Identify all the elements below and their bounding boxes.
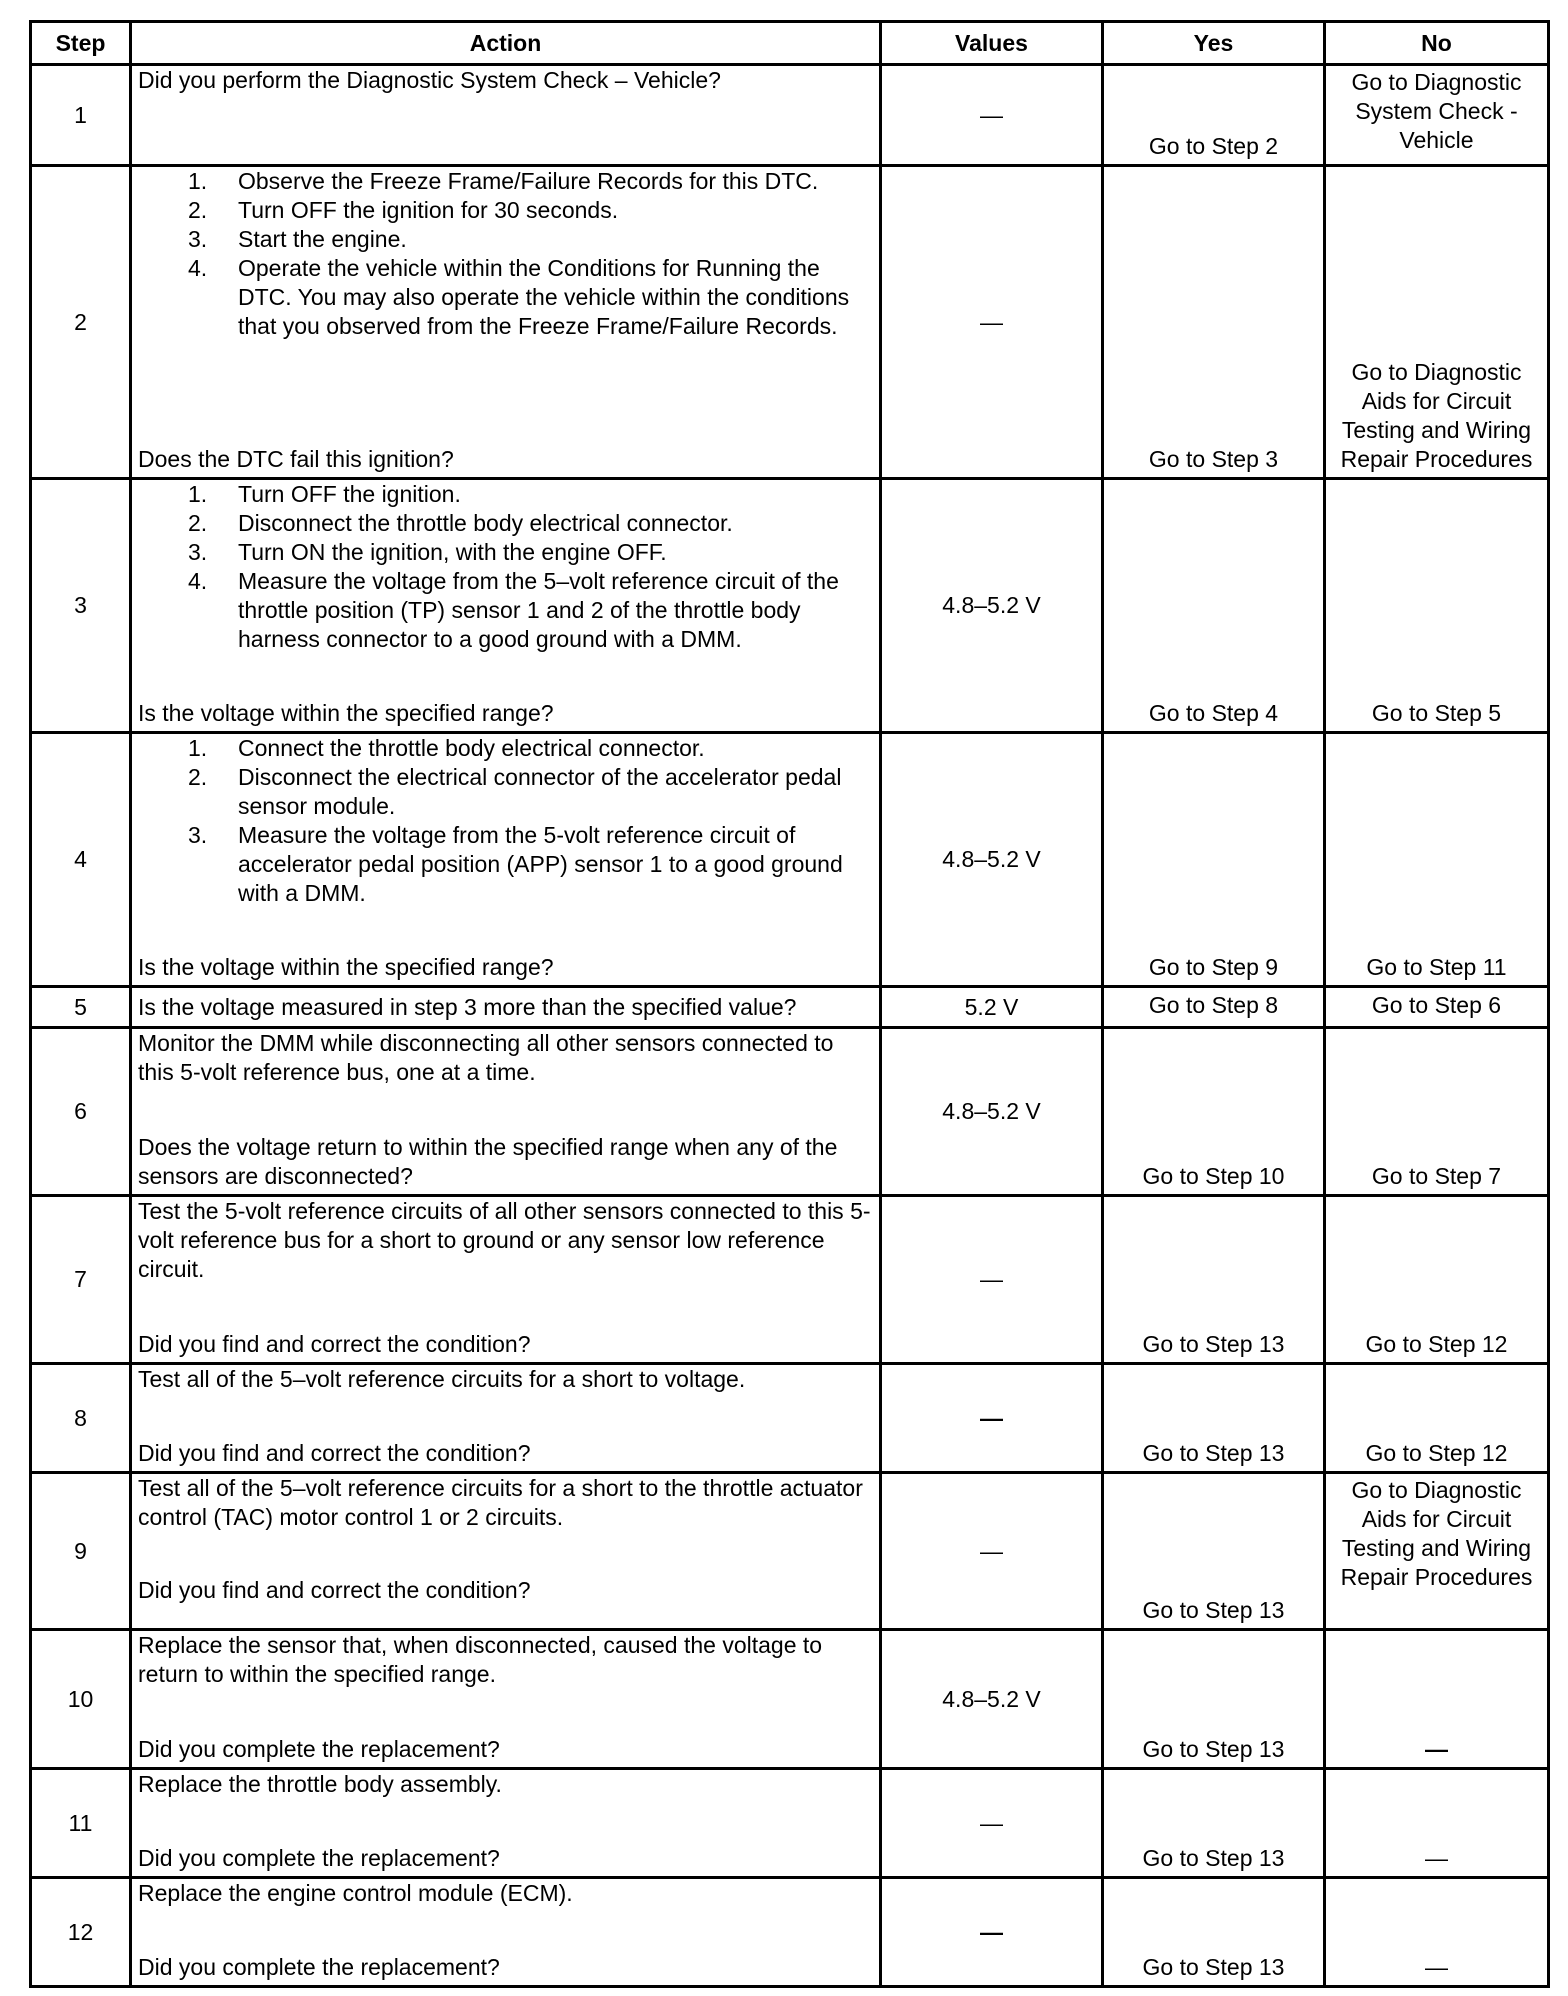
diagnostic-table	[29, 20, 1550, 1988]
table-row	[31, 1630, 1549, 1769]
table-row	[31, 1769, 1549, 1878]
values-cell: 4.8–5.2 V	[881, 733, 1103, 987]
action-text: Did you perform the Diagnostic System Check – Vehicle?	[138, 67, 721, 93]
values-cell: 5.2 V	[881, 987, 1103, 1028]
action-cell	[131, 987, 881, 1028]
action-text: Test all of the 5–volt reference circuits for a short to the throttle actuator control (TAC) motor control 1 or 2 circuits.	[138, 1475, 863, 1530]
table-row	[31, 1196, 1549, 1364]
no-cell: —	[1325, 1769, 1549, 1878]
no-cell: Go to Step 6	[1325, 987, 1549, 1028]
action-question: Is the voltage within the specified range?	[138, 700, 554, 726]
table-row	[31, 1028, 1549, 1196]
action-text: Test all of the 5–volt reference circuits for a short to voltage.	[138, 1366, 746, 1392]
action-question: Did you complete the replacement?	[138, 1845, 500, 1871]
action-step: 3. Measure the voltage from the 5-volt reference circuit of accelerator pedal position (APP) sensor 1 to a good ground with a DMM.	[188, 822, 843, 906]
step-number: 12	[31, 1878, 131, 1987]
yes-cell: Go to Step 10	[1103, 1028, 1325, 1196]
table-row	[31, 1878, 1549, 1987]
header-yes: Yes	[1103, 22, 1325, 65]
action-steps	[138, 480, 873, 654]
action-cell	[131, 1364, 881, 1473]
no-cell: Go to Step 11	[1325, 733, 1549, 987]
action-step: 1. Observe the Freeze Frame/Failure Records for this DTC.	[188, 168, 819, 194]
step-number: 6	[31, 1028, 131, 1196]
step-number: 11	[31, 1769, 131, 1878]
action-cell	[131, 166, 881, 479]
step-number: 2	[31, 166, 131, 479]
no-cell: Go to Step 12	[1325, 1364, 1549, 1473]
step-number: 1	[31, 65, 131, 166]
action-text: Is the voltage measured in step 3 more than the specified value?	[138, 993, 797, 1020]
step-number: 9	[31, 1473, 131, 1630]
yes-cell: Go to Step 13	[1103, 1878, 1325, 1987]
action-step: 4. Operate the vehicle within the Conditions for Running the DTC. You may also operate the vehicle within the conditions that you observed from the Freeze Frame/Failure Records.	[188, 255, 850, 339]
step-index: 4.	[188, 568, 208, 594]
header-step: Step	[31, 22, 131, 65]
yes-cell: Go to Step 4	[1103, 479, 1325, 733]
step-index: 2.	[188, 764, 208, 790]
yes-cell: Go to Step 8	[1103, 987, 1325, 1028]
action-text: Monitor the DMM while disconnecting all other sensors connected to this 5-volt reference bus, one at a time.	[138, 1030, 834, 1085]
table-row	[31, 166, 1549, 479]
table-row	[31, 733, 1549, 987]
action-question: Does the voltage return to within the specified range when any of the sensors are disconnected?	[138, 1134, 838, 1189]
values-cell: —	[881, 166, 1103, 479]
values-cell: —	[881, 1878, 1103, 1987]
yes-cell: Go to Step 13	[1103, 1473, 1325, 1630]
yes-cell: Go to Step 13	[1103, 1196, 1325, 1364]
no-cell: Go to Diagnostic Aids for Circuit Testing and Wiring Repair Procedures	[1325, 1473, 1549, 1630]
action-steps	[138, 167, 873, 341]
action-text: Replace the throttle body assembly.	[138, 1771, 502, 1797]
step-number: 3	[31, 479, 131, 733]
action-question: Did you complete the replacement?	[138, 1736, 500, 1762]
table-row	[31, 479, 1549, 733]
no-cell: Go to Diagnostic System Check - Vehicle	[1325, 65, 1549, 166]
yes-cell: Go to Step 9	[1103, 733, 1325, 987]
action-cell	[131, 1028, 881, 1196]
action-cell	[131, 479, 881, 733]
action-step: 2. Turn OFF the ignition for 30 seconds.	[188, 197, 619, 223]
values-cell: —	[881, 1196, 1103, 1364]
action-question: Did you complete the replacement?	[138, 1954, 500, 1980]
values-cell: —	[881, 1769, 1103, 1878]
action-cell	[131, 1878, 881, 1987]
values-cell: —	[881, 65, 1103, 166]
values-cell: 4.8–5.2 V	[881, 479, 1103, 733]
no-cell: Go to Diagnostic Aids for Circuit Testing and Wiring Repair Procedures	[1325, 166, 1549, 479]
action-steps	[138, 734, 873, 908]
table-row	[31, 1364, 1549, 1473]
header-action: Action	[131, 22, 881, 65]
step-number: 4	[31, 733, 131, 987]
yes-cell: Go to Step 13	[1103, 1630, 1325, 1769]
action-step: 1. Connect the throttle body electrical connector.	[188, 735, 705, 761]
step-number: 7	[31, 1196, 131, 1364]
action-step: 1. Turn OFF the ignition.	[188, 481, 461, 507]
step-number: 5	[31, 987, 131, 1028]
step-index: 3.	[188, 226, 208, 252]
yes-cell: Go to Step 13	[1103, 1769, 1325, 1878]
step-index: 1.	[188, 168, 208, 194]
no-cell: Go to Step 7	[1325, 1028, 1549, 1196]
action-cell	[131, 1769, 881, 1878]
no-cell: Go to Step 12	[1325, 1196, 1549, 1364]
values-cell: 4.8–5.2 V	[881, 1028, 1103, 1196]
action-question: Did you find and correct the condition?	[138, 1577, 531, 1603]
header-values: Values	[881, 22, 1103, 65]
step-index: 4.	[188, 255, 208, 281]
action-cell	[131, 733, 881, 987]
action-step: 3. Turn ON the ignition, with the engine OFF.	[188, 539, 667, 565]
yes-cell: Go to Step 2	[1103, 65, 1325, 166]
action-cell	[131, 1473, 881, 1630]
values-cell: 4.8–5.2 V	[881, 1630, 1103, 1769]
action-text: Replace the sensor that, when disconnected, caused the voltage to return to within the specified range.	[138, 1632, 823, 1687]
table-row	[31, 65, 1549, 166]
table-row	[31, 1473, 1549, 1630]
action-text: Replace the engine control module (ECM).	[138, 1880, 573, 1906]
action-cell	[131, 1630, 881, 1769]
action-question: Did you find and correct the condition?	[138, 1331, 531, 1357]
step-index: 1.	[188, 735, 208, 761]
no-cell: —	[1325, 1878, 1549, 1987]
step-index: 2.	[188, 510, 208, 536]
action-text: Test the 5-volt reference circuits of all other sensors connected to this 5-volt reference bus for a short to ground or any sensor low reference circuit.	[138, 1198, 871, 1282]
values-cell: —	[881, 1364, 1103, 1473]
step-index: 3.	[188, 822, 208, 848]
no-cell: Go to Step 5	[1325, 479, 1549, 733]
action-step: 4. Measure the voltage from the 5–volt reference circuit of the throttle position (TP) sensor 1 and 2 of the throttle body harness connector to a good ground with a DMM.	[188, 568, 839, 652]
action-step: 2. Disconnect the throttle body electrical connector.	[188, 510, 733, 536]
action-question: Does the DTC fail this ignition?	[138, 446, 454, 472]
action-cell	[131, 65, 881, 166]
step-number: 10	[31, 1630, 131, 1769]
table-row	[31, 987, 1549, 1028]
yes-cell: Go to Step 13	[1103, 1364, 1325, 1473]
step-index: 1.	[188, 481, 208, 507]
action-cell	[131, 1196, 881, 1364]
header-row	[31, 22, 1549, 65]
yes-cell: Go to Step 3	[1103, 166, 1325, 479]
no-cell: —	[1325, 1630, 1549, 1769]
action-question: Did you find and correct the condition?	[138, 1440, 531, 1466]
action-question: Is the voltage within the specified range?	[138, 954, 554, 980]
step-index: 3.	[188, 539, 208, 565]
values-cell: —	[881, 1473, 1103, 1630]
header-no: No	[1325, 22, 1549, 65]
step-index: 2.	[188, 197, 208, 223]
action-step: 3. Start the engine.	[188, 226, 407, 252]
action-step: 2. Disconnect the electrical connector of the accelerator pedal sensor module.	[188, 764, 842, 819]
step-number: 8	[31, 1364, 131, 1473]
